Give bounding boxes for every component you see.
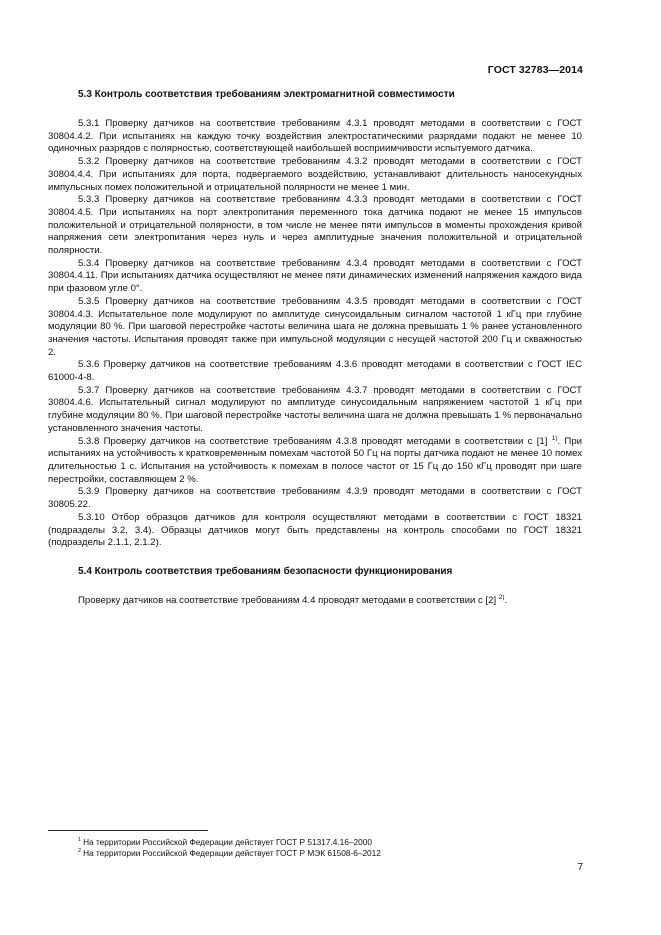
footnote-ref-1: 1) bbox=[551, 434, 558, 442]
footnote-ref-2: 2) bbox=[498, 593, 505, 601]
footnote-2-mark: 2 bbox=[78, 847, 82, 854]
section-5-3-title: 5.3 Контроль соответствия требованиям электромагнитной совместимости bbox=[78, 89, 455, 100]
paragraph-5-3-4: 5.3.4 Проверку датчиков на соответствие требованиям 4.3.4 проводят методами в соответствии с ГОСТ 30804.4.11. При испытаниях датчика осуществляют не менее пяти динамических изменений напряжения каждого вида при фазовом угле 0°. bbox=[48, 257, 582, 295]
footnote-divider bbox=[48, 830, 208, 831]
paragraph-5-3-9: 5.3.9 Проверку датчиков на соответствие требованиям 4.3.9 проводят методами в соответствии с ГОСТ 30805.22. bbox=[48, 486, 582, 511]
paragraph-5-3-5: 5.3.5 Проверку датчиков на соответствие требованиям 4.3.5 проводят методами в соответствии с ГОСТ 30804.4.3. Испытательное поле модулируют по амплитуде синусоидальным сигналом частотой 1 кГц при глубине модуляции 80 %. При шаговой перестройке частоты величина шага не должна превышать 1 % ранее установленного значения частоты. Испытания проводят также при импульсной модуляции с несущей частотой 200 Гц и скважностью 2. bbox=[48, 295, 582, 358]
paragraph-5-4-text: Проверку датчиков на соответствие требованиям 4.4 проводят методами в соответствии с [2] bbox=[78, 594, 499, 606]
paragraph-5-3-7: 5.3.7 Проверку датчиков на соответствие требованиям 4.3.7 проводят методами в соответствии с ГОСТ 30804.4.6. Испытательный сигнал модулируют по амплитуде синусоидальным напряжением частотой 1 кГц при глубине модуляции 80 %. При шаговой перестройке частоты величина шага не должна превышать 1 % первоначально установленного значения частоты. bbox=[48, 384, 582, 434]
footnote-1-mark: 1 bbox=[78, 837, 82, 844]
document-code-header: ГОСТ 32783—2014 bbox=[487, 64, 583, 76]
paragraph-5-3-6: 5.3.6 Проверку датчиков на соответствие требованиям 4.3.6 проводят методами в соответствии с ГОСТ IEC 61000-4-8. bbox=[48, 359, 582, 384]
section-5-4-title: 5.4 Контроль соответствия требованиям безопасности функционирования bbox=[78, 565, 453, 577]
page-content bbox=[48, 88, 582, 608]
paragraph-5-3-10: 5.3.10 Отбор образцов датчиков для контроля осуществляют методами в соответствии с ГОСТ 18321 (подразделы 3.2, 3.4). Образцы датчиков могут быть представлены на контроль способами по ГОСТ 18321 (подразделы 2.1.1, 2.1.2). bbox=[48, 511, 582, 549]
footnotes bbox=[48, 830, 582, 858]
paragraph-5-3-8-start: 5.3.8 Проверку датчиков на соответствие требованиям 4.3.8 проводят методами в соответствии с [1] bbox=[78, 435, 548, 447]
paragraph-5-3-1: 5.3.1 Проверку датчиков на соответствие требованиям 4.3.1 проводят методами в соответствии с ГОСТ 30804.4.2. При испытаниях на каждую точку воздействия электростатическими разрядами подают не менее 10 одиночных разрядов с полярностью, соответствующей наибольшей восприимчивости испытуемого датчика. bbox=[48, 118, 582, 155]
footnote-1-text: На территории Российской Федерации действует ГОСТ Р 51317.4.16–2000 bbox=[83, 837, 372, 847]
paragraph-5-3-8 bbox=[48, 436, 582, 487]
footnote-2 bbox=[48, 848, 582, 859]
paragraph-5-4 bbox=[48, 595, 582, 608]
footnote-2-text: На территории Российской Федерации действует ГОСТ Р МЭК 61508-6–2012 bbox=[83, 847, 381, 858]
paragraph-5-3-8-rest: . При испытаниях на устойчивость к кратковременным помехам частотой 50 Гц на порты датчика подают не менее 10 помех длительностью 1 с. Испытания на устойчивость к помехам в полосе частот от 15 Гц до 150 кГц проводят при шаге перестройки, составляющем 2 %. bbox=[48, 435, 583, 485]
paragraph-5-3-3: 5.3.3 Проверку датчиков на соответствие требованиям 4.3.3 проводят методами в соответствии с ГОСТ 30804.4.5. При испытаниях на порт электропитания переменного тока датчика подают не менее 15 импульсов положительной и отрицательной полярности, в том числе не менее пяти импульсов в моменты прохождения кривой напряжения сети электропитания через нуль и через амплитудные значения положительной и отрицательной полярности. bbox=[48, 194, 582, 257]
paragraph-5-3-2: 5.3.2 Проверку датчиков на соответствие требованиям 4.3.2 проводят методами в соответствии с ГОСТ 30804.4.4. При испытаниях для порта, подвергаемого воздействию, устанавливают длительность наносекундных импульсных помех положительной и отрицательной полярности не менее 1 мин. bbox=[48, 156, 582, 193]
paragraph-5-4-end: . bbox=[504, 594, 508, 606]
footnote-1 bbox=[48, 837, 582, 848]
page-number: 7 bbox=[577, 862, 583, 873]
